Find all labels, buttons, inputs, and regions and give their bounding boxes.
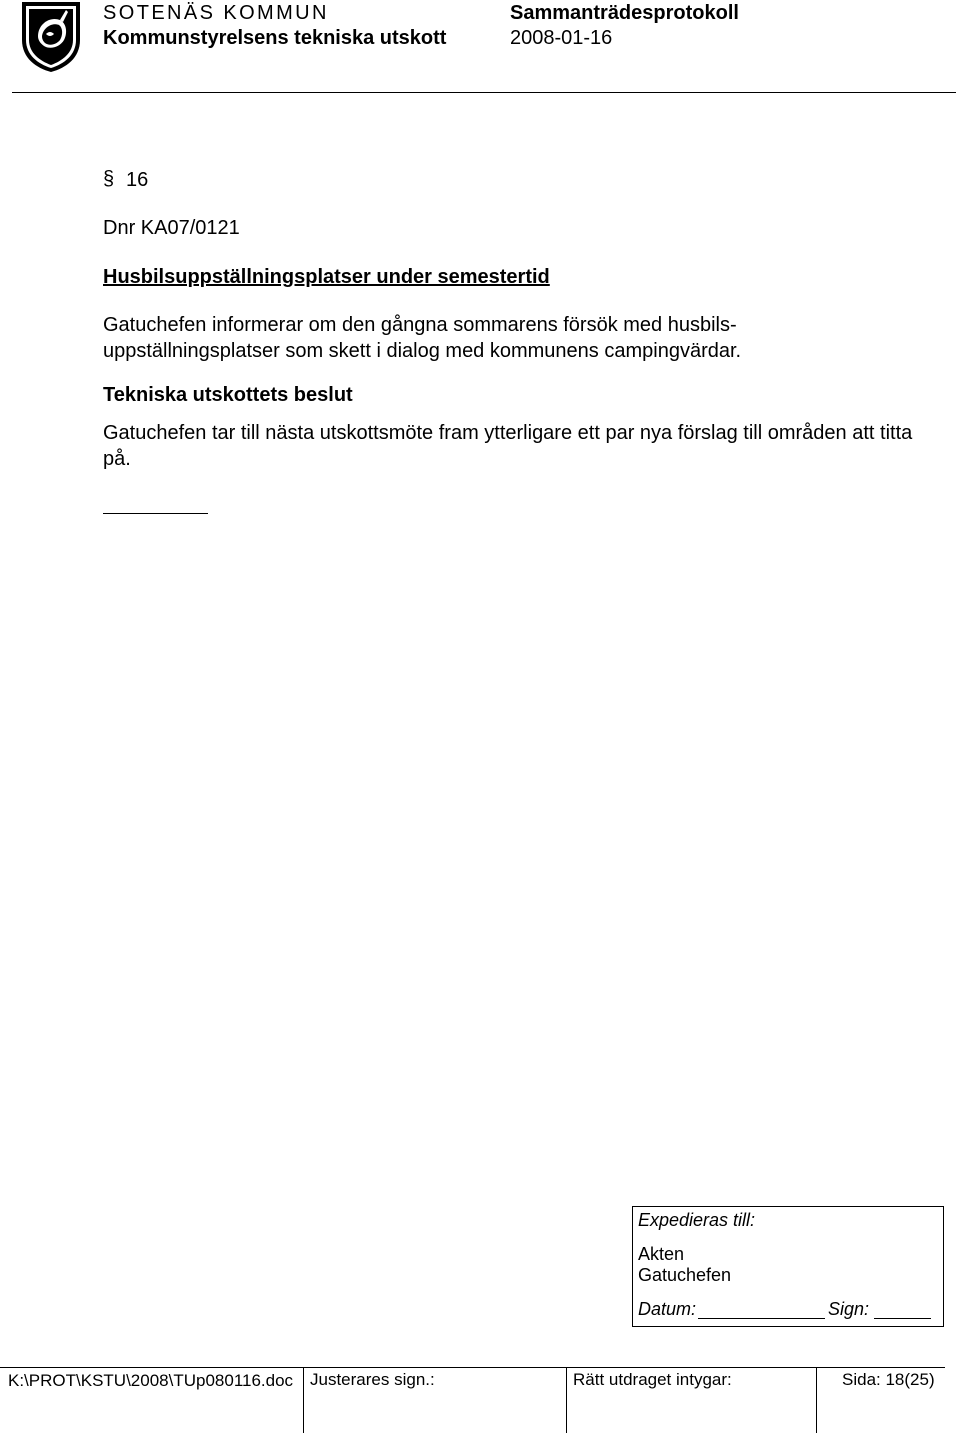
- sotenas-coat-of-arms-icon: [20, 0, 82, 74]
- section-title: Husbilsuppställningsplatser under semestertid: [103, 266, 550, 288]
- sign-line: [874, 1318, 931, 1319]
- footer-ratt-utdraget-label: Rätt utdraget intygar:: [573, 1370, 732, 1389]
- datum-label: Datum:: [638, 1299, 697, 1319]
- footer-justerare-label: Justerares sign.:: [310, 1370, 435, 1389]
- footer-column-separator: [303, 1367, 304, 1433]
- distribution-recipient: Akten: [638, 1244, 685, 1264]
- footer-column-separator: [816, 1367, 817, 1433]
- org-name: SOTENÄS KOMMUN: [103, 2, 329, 24]
- section-end-rule: [103, 513, 208, 514]
- sign-label: Sign:: [828, 1299, 870, 1319]
- meeting-date: 2008-01-16: [510, 27, 613, 49]
- committee-name: Kommunstyrelsens tekniska utskott: [103, 27, 447, 49]
- section-body: Gatuchefen informerar om den gångna sommarens försök med husbils-uppställningsplatser som skett i dialog med kommunens campingvärdar.: [103, 314, 742, 362]
- decision-heading: Tekniska utskottets beslut: [103, 384, 353, 406]
- distribution-label: Expedieras till:: [638, 1210, 756, 1230]
- datum-line: [698, 1318, 825, 1319]
- footer-divider: [0, 1367, 945, 1368]
- paragraph-number: 16: [126, 169, 149, 191]
- decision-text: Gatuchefen tar till nästa utskottsmöte fram ytterligare ett par nya förslag till områden att titta på.: [103, 422, 913, 470]
- diary-number: Dnr KA07/0121: [103, 217, 240, 239]
- header-divider: [12, 92, 956, 93]
- footer-page-number: Sida: 18(25): [842, 1370, 935, 1389]
- distribution-recipient: Gatuchefen: [638, 1265, 732, 1285]
- document-type: Sammanträdesprotokoll: [510, 2, 739, 24]
- footer-column-separator: [566, 1367, 567, 1433]
- paragraph-symbol: §: [103, 168, 115, 190]
- footer-file-path: K:\PROT\KSTU\2008\TUp080116.doc: [8, 1371, 294, 1390]
